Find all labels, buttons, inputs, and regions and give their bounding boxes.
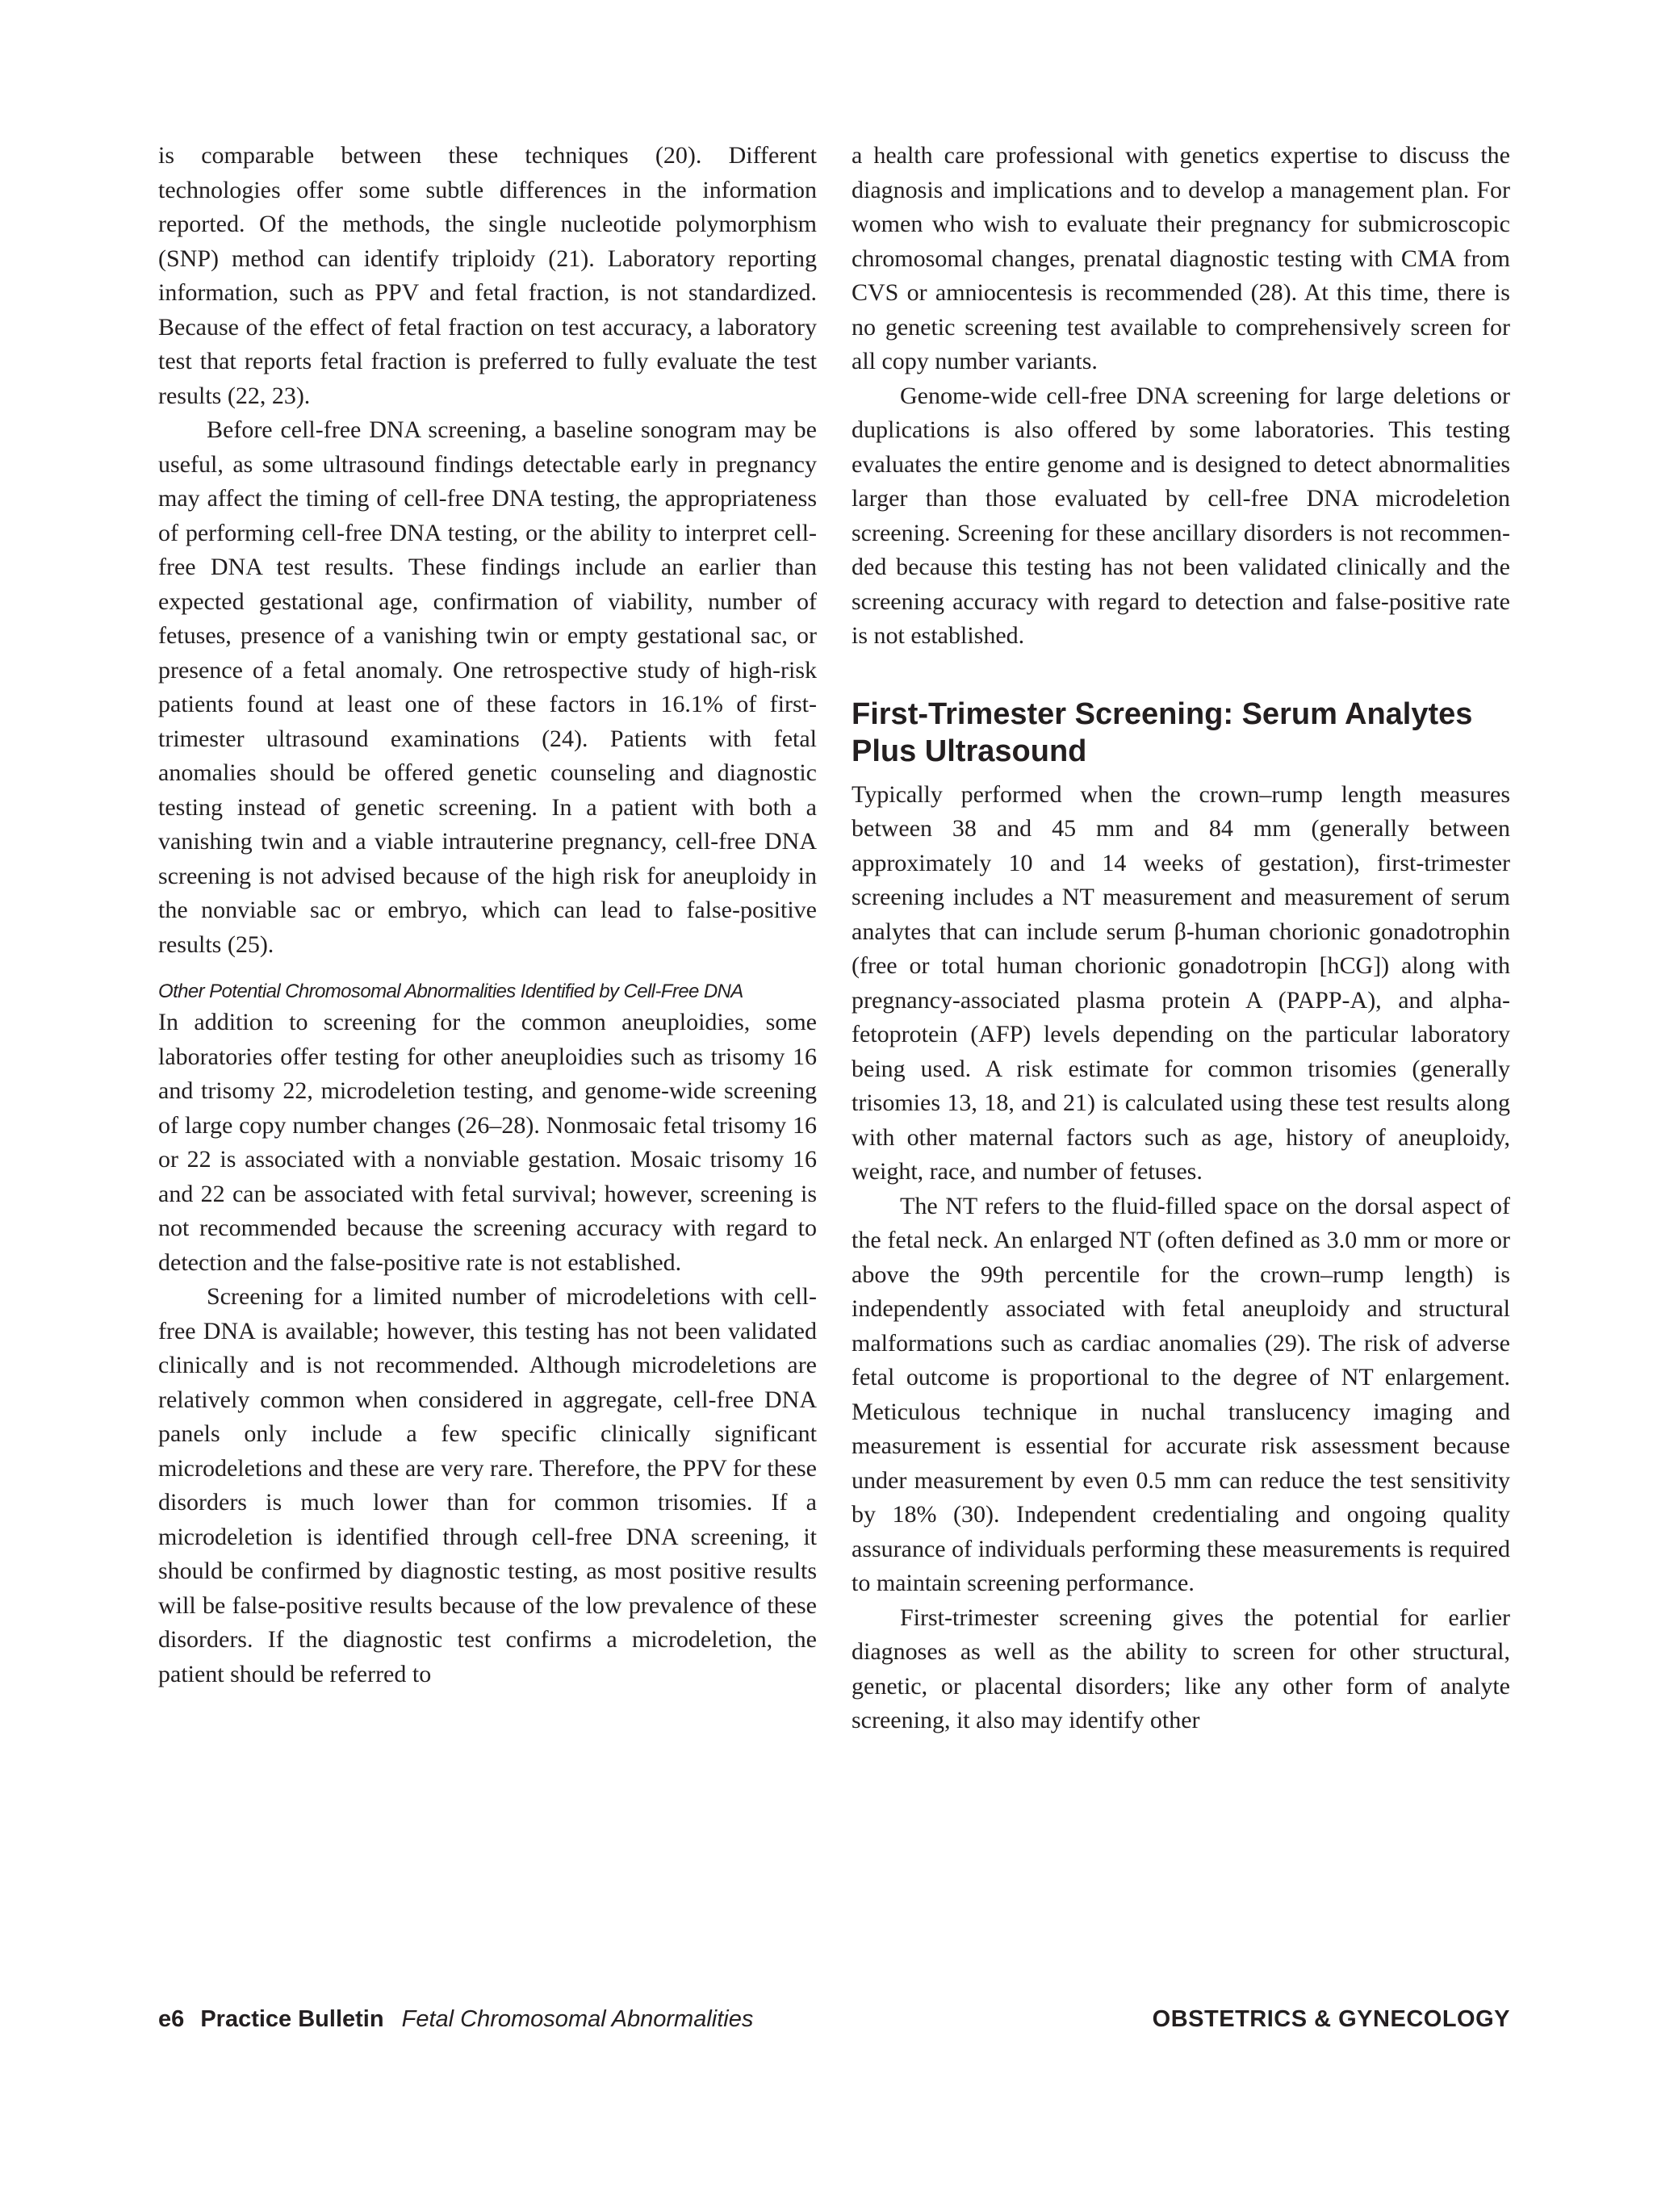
left-column [158, 139, 817, 1691]
paragraph-first-trimester-potential: First-trimester screening gives the potential for earlier diagnoses as well as the ability to screen for other structural, genetic, or placental disorders; like any other form of analyte screening, it also may identify other [852, 1604, 1510, 1733]
footer-left [158, 2001, 753, 2037]
subsection-heading-other-abnormalities: Other Potential Chromosomal Abnormalities Identified by Cell-Free DNA [158, 981, 743, 1002]
paragraph-other-aneuploidies: In addition to screening for the common aneuploidies, some laboratories offer testing for other aneuploidies such as trisomy 16 and trisomy 22, microdeletion testing, and genome-wide screening of large copy number changes (26–28). Nonmosaic fetal trisomy 16 or 22 is associated with a nonviable gestation. Mosaic trisomy 16 and 22 can be associated with fetal survival; however, screening is not recommended because the screening accuracy with regard to detection and the false-positive rate is not established. [158, 1009, 817, 1276]
document-title: Fetal Chromosomal Abnormalities [401, 2006, 754, 2032]
series-name: Practice Bulletin [200, 2006, 384, 2032]
paragraph-microdeletions: Screening for a limited number of microdeletions with cell-free DNA is available; however, this testing has not been validated clinically and is not recommended. Although microdeletions are relatively common when considered in aggregate, cell-free DNA panels only include a few specific clinically significant microdeletions and these are very rare. Therefore, the PPV for these disorders is much lower than for common trisomies. If a microdeletion is identified through cell-free DNA screening, it should be confirmed by diagnostic testing, as most positive results will be false-positive results because of the low prevalence of these disorders. If the diagnostic test confirms a microdeletion, the patient should be referred to [158, 1283, 817, 1687]
paragraph-typically-performed: Typically performed when the crown–rump length measures between 38 and 45 mm and 84 mm (generally between approximately 10 and 14 weeks of gestation), first-trimester screening includes a NT measurement and measurement of serum analytes that can include serum β-human chorionic gonadotrophin (free or total human chorionic gonadotropin [hCG]) along with pregnancy-associated plasma protein A (PAPP-A), and alpha-fetoprotein (AFP) levels depending on the particular laboratory being used. A risk estimate for common trisomies (generally trisomies 13, 18, and 21) is calculated using these test results along with other maternal factors such as age, history of aneuploidy, weight, race, and number of fetuses. [852, 780, 1510, 1185]
paragraph-genome-wide-screening: Genome-wide cell-free DNA screening for large deletions or duplications is also offered by some laboratories. This testing evaluates the entire genome and is designed to detect abnormalities larger than those evaluated by cell-free DNA microdeletion screening. Screening for these ancillary disorders is not recommended because this testing has not been validated clinically and the screening accuracy with regard to detection and false-positive rate is not established. [852, 382, 1510, 649]
paragraph-genetics-expertise: a health care professional with genetics expertise to discuss the diagnosis and implications and to develop a management plan. For women who wish to evaluate their pregnancy for submicroscopic chromosomal changes, prenatal diagnostic testing with CMA from CVS or amniocentesis is recommended (28). At this time, there is no genetic screening test available to comprehensively screen for all copy number variants. [852, 142, 1510, 374]
journal-name: OBSTETRICS & GYNECOLOGY [1152, 2006, 1510, 2032]
right-column [852, 139, 1510, 1738]
page-footer [158, 2001, 1510, 2037]
section-heading-first-trimester: First-Trimester Screening: Serum Analytes Plus Ultrasound [852, 696, 1473, 768]
paragraph-comparability: is comparable between these techniques (20). Different technologies offer some subtle differences in the information reported. Of the methods, the single nucleotide polymorphism (SNP) method can identify triploidy (21). Laboratory reporting information, such as PPV and fetal fraction, is not standardized. Because of the effect of fetal fraction on test accuracy, a laboratory test that reports fetal fraction is preferred to fully evaluate the test results (22, 23). [158, 142, 817, 409]
page-number: e6 [158, 2006, 185, 2032]
paragraph-baseline-sonogram: Before cell-free DNA screening, a baseline sonogram may be useful, as some ultrasound findings detectable early in pregnancy may affect the timing of cell-free DNA testing, the appropriateness of performing cell-free DNA testing, or the ability to interpret cell-free DNA test results. These findings include an earlier than expected gestational age, confirmation of viability, number of fetuses, presence of a vanishing twin or empty gestational sac, or presence of a fetal anomaly. One retrospective study of high-risk patients found at least one of these factors in 16.1% of first-trimester ultrasound examinations (24). Patients with fetal anomalies should be offered genetic counseling and diagnostic testing instead of genetic screening. In a patient with both a vanishing twin and a viable intrauterine pregnancy, cell-free DNA screening is not advised because of the high risk for aneuploidy in the nonviable sac or embryo, which can lead to false-positive results (25). [158, 416, 817, 958]
paragraph-nuchal-translucency: The NT refers to the fluid-filled space on the dorsal aspect of the fetal neck. An enlarged NT (often defined as 3.0 mm or more or above the 99th percentile for the crown–rump length) is independently associated with fetal aneuploidy and structural malformations such as cardiac anomalies (29). The risk of adverse fetal outcome is proportional to the degree of NT enlargement. Meticulous technique in nuchal translucency imaging and measurement is essential for accurate risk assessment because under measurement by even 0.5 mm can reduce the test sensitivity by 18% (30). Independent credentialing and ongoing quality assurance of individuals performing these measurements is required to maintain screening performance. [852, 1192, 1510, 1596]
